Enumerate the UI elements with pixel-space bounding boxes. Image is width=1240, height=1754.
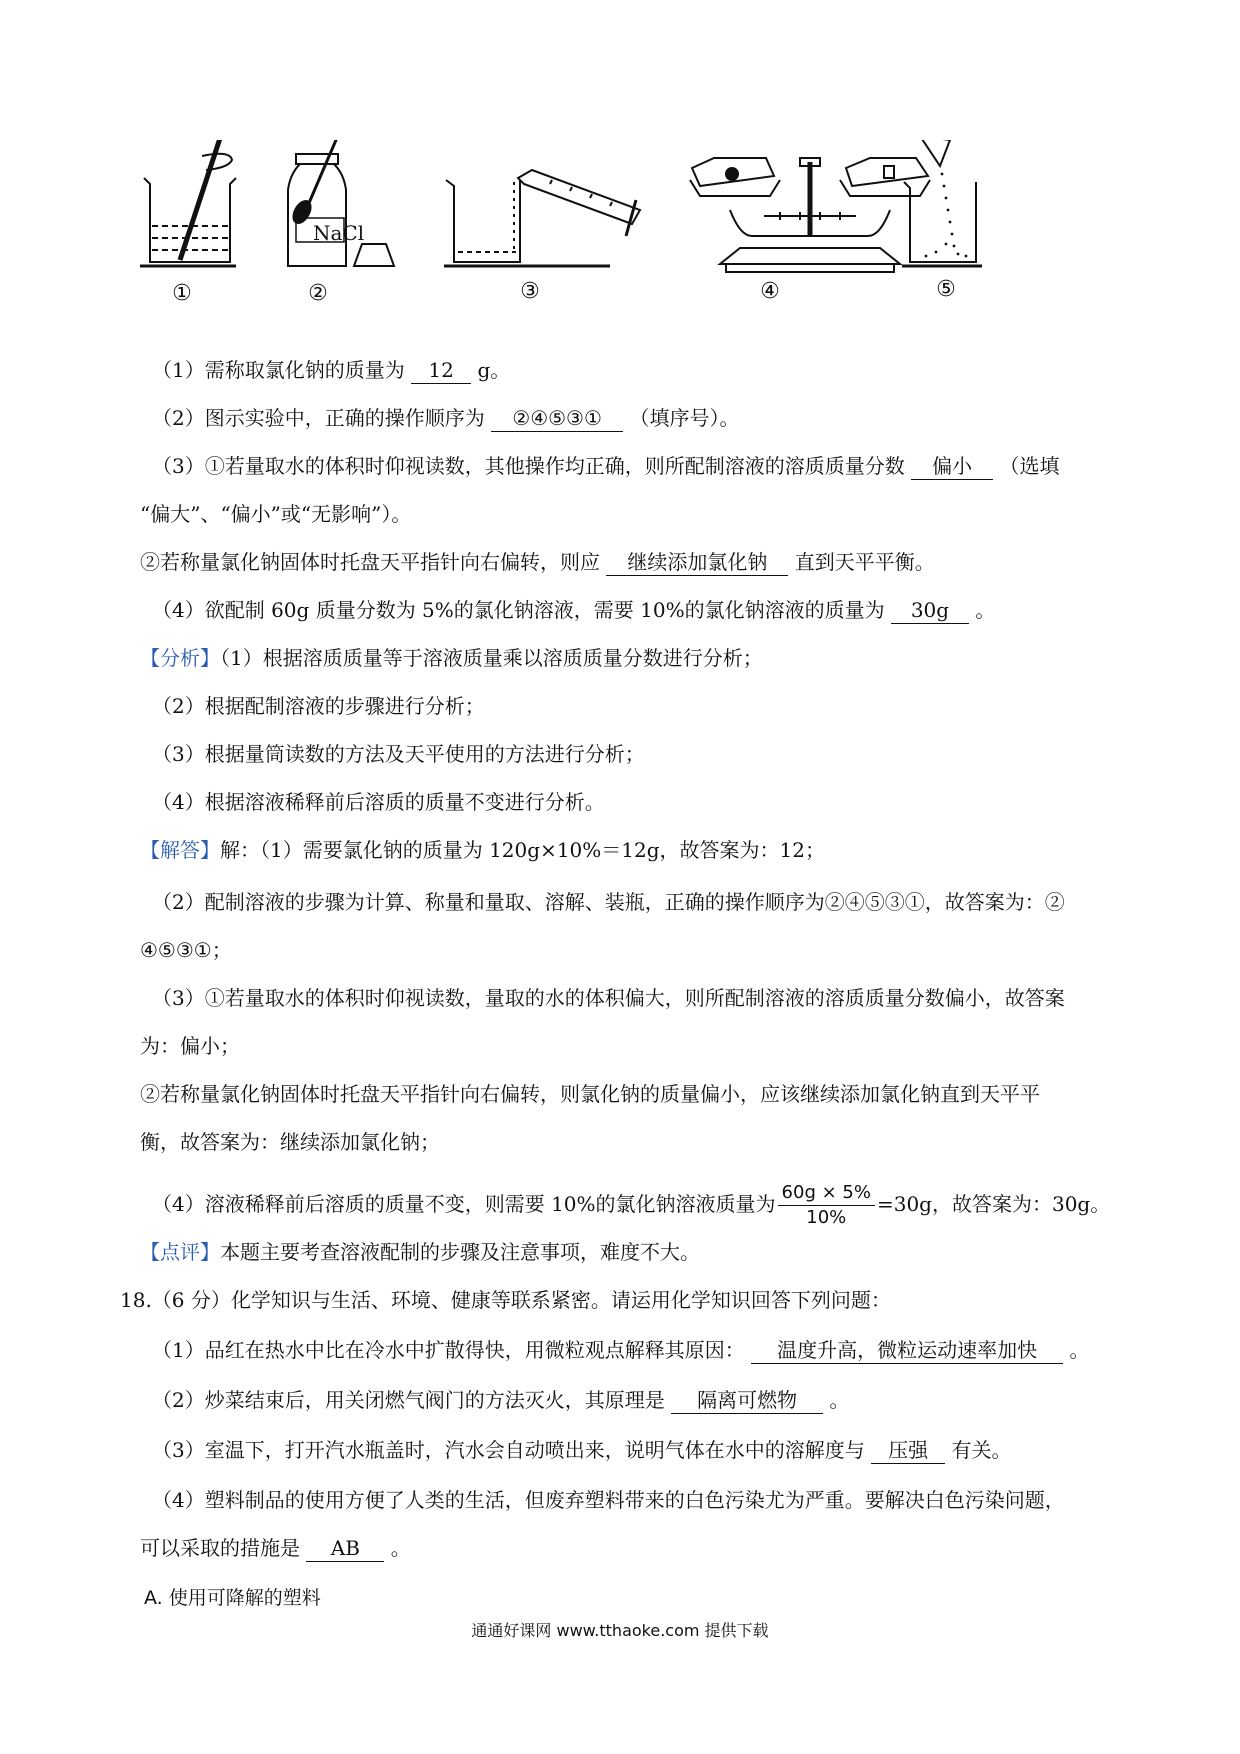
- graduated-cylinder-pouring-icon: [444, 170, 640, 266]
- comment-tag: 【点评】: [140, 1240, 220, 1264]
- q18-part4: （4）塑料制品的使用方便了人类的生活，但废弃塑料带来的白色污染尤为严重。要解决白色污染问题，: [152, 1488, 1065, 1512]
- q18-option-a: A. 使用可降解的塑料: [144, 1587, 321, 1609]
- q17-part4: （4）欲配制 60g 质量分数为 5%的氯化钠溶液，需要 10%的氯化钠溶液的质量为 30g 。: [152, 598, 996, 622]
- answer-line-3b: 为：偏小；: [140, 1034, 240, 1058]
- nacl-bottle-icon: [288, 140, 394, 266]
- page-footer: 通通好课网 www.tthaoke.com 提供下载: [471, 1621, 769, 1640]
- answer-line-1: 【解答】解：（1）需要氯化钠的质量为 120g×10%＝12g，故答案为：12；: [140, 838, 825, 862]
- q18-part1: （1）品红在热水中比在冷水中扩散得快，用微粒观点解释其原因： 温度升高，微粒运动速率加快 。: [152, 1338, 1090, 1362]
- answer-blank: ②④⑤③①: [491, 405, 623, 432]
- answer-blank: 30g: [891, 597, 969, 624]
- answer-blank: 继续添加氯化钠: [606, 549, 788, 576]
- q17-part1: （1）需称取氯化钠的质量为 12 g。: [152, 358, 511, 382]
- analysis-line-1: 【分析】（1）根据溶质质量等于溶液质量乘以溶质质量分数进行分析；: [140, 646, 763, 670]
- q17-part3b: ②若称量氯化钠固体时托盘天平指针向右偏转，则应 继续添加氯化钠 直到天平平衡。: [140, 550, 935, 574]
- answer-blank: 压强: [871, 1437, 945, 1464]
- comment-line: 【点评】本题主要考查溶液配制的步骤及注意事项，难度不大。: [140, 1240, 700, 1264]
- q18-part3: （3）室温下，打开汽水瓶盖时，汽水会自动喷出来，说明气体在水中的溶解度与 压强 有关。: [152, 1438, 1012, 1462]
- q18-part4b: 可以采取的措施是 AB 。: [140, 1536, 411, 1560]
- q17-part3: （3）①若量取水的体积时仰视读数，其他操作均正确，则所配制溶液的溶质质量分数 偏小 （选填: [152, 454, 1060, 478]
- analysis-line-2: （2）根据配制溶液的步骤进行分析；: [152, 694, 485, 718]
- answer-line-2b: ④⑤③①；: [140, 938, 232, 962]
- nacl-label: NaCl: [313, 221, 365, 245]
- q17-part3-cont: “偏大”、“偏小”或“无影响”）。: [140, 502, 412, 526]
- answer-line-4: ②若称量氯化钠固体时托盘天平指针向右偏转，则氯化钠的质量偏小，应该继续添加氯化钠直到天平平: [140, 1082, 1040, 1106]
- q18-part2: （2）炒菜结束后，用关闭燃气阀门的方法灭火，其原理是 隔离可燃物 。: [152, 1388, 850, 1412]
- beaker-stirring-icon: [140, 140, 236, 266]
- answer-line-5: （4）溶液稀释前后溶质的质量不变，则需要 10%的氯化钠溶液质量为 $\frac{60g \times 5\%}{10\%}$ =30g，故答案为：30g。: [152, 1182, 1111, 1228]
- figure-label-1: ①: [172, 281, 192, 306]
- balance-scale-icon: [690, 158, 930, 272]
- analysis-line-4: （4）根据溶液稀释前后溶质的质量不变进行分析。: [152, 790, 605, 814]
- analysis-line-3: （3）根据量筒读数的方法及天平使用的方法进行分析；: [152, 742, 645, 766]
- answer-tag: 【解答】: [140, 838, 220, 862]
- q18-stem: 18.（6 分）化学知识与生活、环境、健康等联系紧密。请运用化学知识回答下列问题：: [120, 1288, 891, 1312]
- answer-line-4b: 衡，故答案为：继续添加氯化钠；: [140, 1130, 440, 1154]
- figure-label-5: ⑤: [936, 277, 956, 302]
- answer-blank: 偏小: [911, 453, 993, 480]
- analysis-tag: 【分析】: [140, 646, 220, 670]
- answer-line-3: （3）①若量取水的体积时仰视读数，量取的水的体积偏大，则所配制溶液的溶质质量分数偏小，故答案: [152, 986, 1065, 1010]
- figure-label-4: ④: [760, 279, 780, 304]
- answer-blank: 隔离可燃物: [671, 1387, 823, 1414]
- q17-part2: （2）图示实验中，正确的操作顺序为 ②④⑤③① （填序号）。: [152, 406, 740, 430]
- figure-label-3: ③: [520, 279, 540, 304]
- figure-label-2: ②: [308, 281, 328, 306]
- answer-blank: 12: [411, 357, 471, 384]
- answer-blank: AB: [306, 1535, 384, 1562]
- answer-line-2: （2）配制溶液的步骤为计算、称量和量取、溶解、装瓶，正确的操作顺序为②④⑤③①，故答案为：②: [152, 890, 1065, 914]
- answer-blank: 温度升高，微粒运动速率加快: [751, 1337, 1063, 1364]
- fraction: $\frac{60g \times 5\%}{10\%}$: [778, 1181, 875, 1230]
- experiment-figure: [140, 140, 1120, 340]
